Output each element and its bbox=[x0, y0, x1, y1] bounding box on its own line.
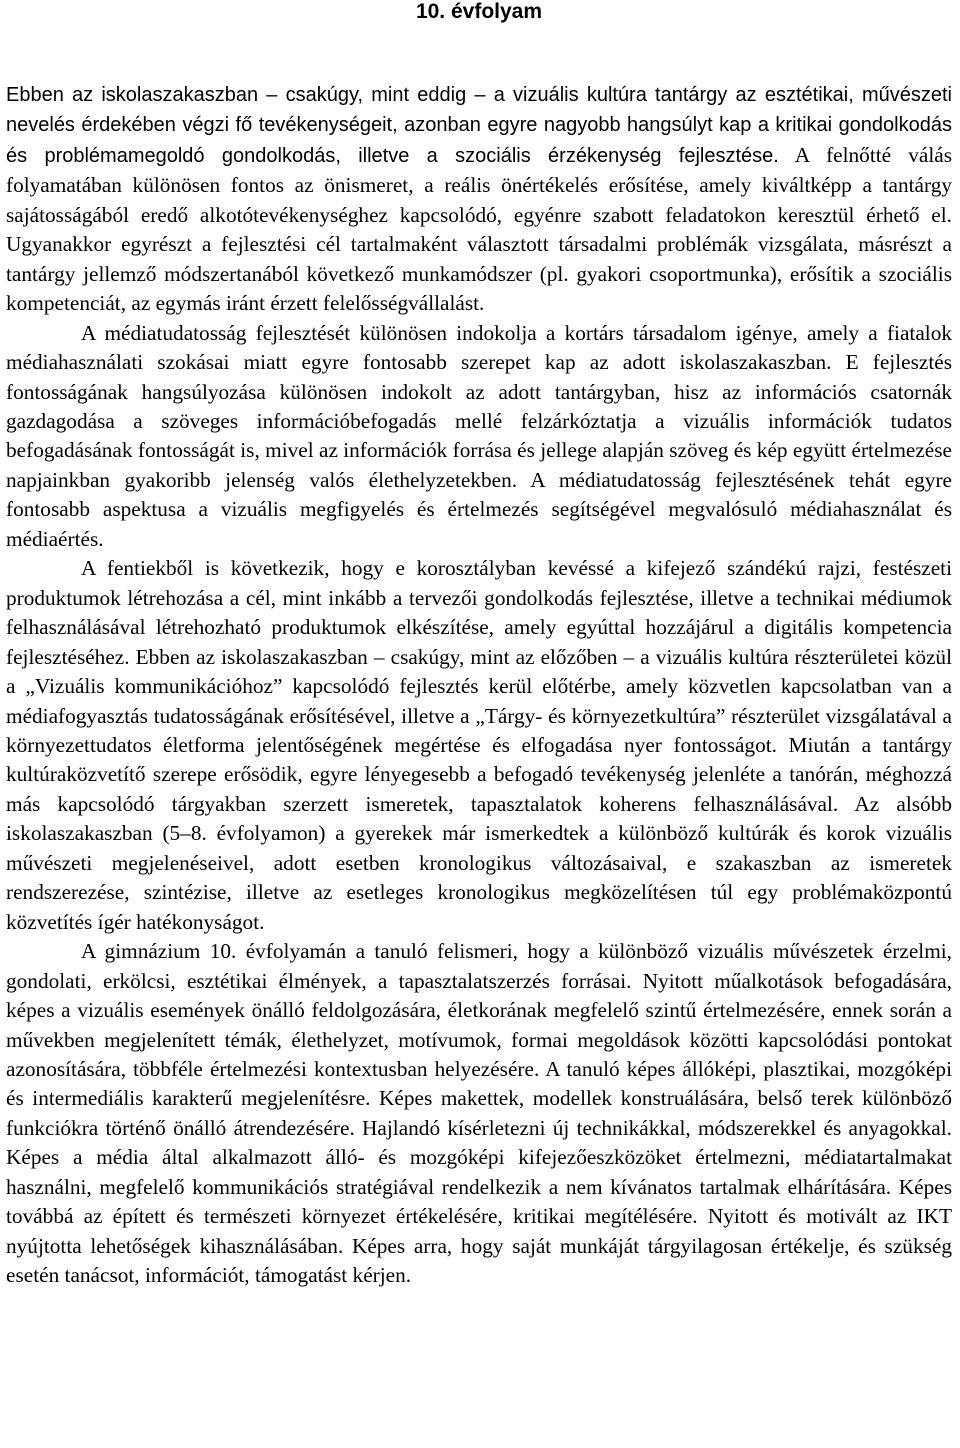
document-body bbox=[6, 80, 952, 1291]
paragraph-media-literacy: A médiatudatosság fejlesztését különösen indokolja a kortárs társadalom igénye, amely a fiatalok médiahasználati szokásai miatt egyre fontosabb szerepet kap az adott iskolaszakaszban. E fejlesztés fontosságának hangsúlyozása különösen indokolt az adott tantárgyban, hisz az információs csatornák gazdagodása a szöveges információbefogadás mellé felzárkóztatja a vizuális információk tudatos befogadásának fontosságát is, mivel az információk forrása és jellege alapján szöveg és kép együtt értelmezése napjainkban gyakoribb jelenség valós élethelyzetekben. A médiatudatosság fejlesztésének tehát egyre fontosabb aspektusa a vizuális megfigyelés és értelmezés segítségével megvalósuló médiahasználat és médiaértés. bbox=[6, 320, 952, 551]
page-title: 10. évfolyam bbox=[415, 0, 543, 23]
paragraph-learning-outcomes: A gimnázium 10. évfolyamán a tanuló felismeri, hogy a különböző vizuális művészetek érzelmi, gondolati, erkölcsi, esztétikai élmények, a tapasztalatszerzés forrásai. Nyitott műalkotások befogadására, képes a vizuális események önálló feldolgozására, életkorának megfelelő szintű értelmezésére, ennek során a művekben megjelenített témák, élethelyzet, motívumok, formai megoldások közötti kapcsolódási pontokat azonosítására, többféle értelmezési kontextusban helyezésére. A tanuló képes állóképi, plasztikai, mozgóképi és intermediális karakterű megjelenítésre. Képes makettek, modellek konstruálására, belső terek különböző funkciókra történő önálló átrendezésére. Hajlandó kísérletezni új technikákkal, módszerekkel és anyagokkal. Képes a média által alkalmazott álló- és mozgóképi kifejezőeszközöket értelmezni, médiatartalmakat használni, megfelelő kommunikációs stratégiával rendelkezik a nem kívánatos tartalmak elhárítására. Képes továbbá az épített és természeti környezet értékelésére, kritikai megítélésére. Nyitott és motivált az IKT nyújtotta lehetőségek kihasználásában. Képes arra, hogy saját munkáját tárgyilagosan értékelje, és szükség esetén tanácsot, információt, támogatást kérjen. bbox=[6, 939, 952, 1288]
intro-serif-text: A felnőtté válás folyamatában különösen fontos az önismeret, a reális önértékelés erősítése, amely kiváltképp a tantárgy sajátosságából eredő alkotótevékenységhez kapcsolódó, egyénre szabott feladatokon keresztül érhető el. Ugyanakkor egyrészt a fejlesztési cél tartalmaként választott társadalmi problémák vizsgálata, másrészt a tantárgy jellemző módszertanából következő munkamódszer (pl. gyakori csoportmunka), erősítik a szociális kompetenciát, az egymás iránt érzett felelősségvállalást. bbox=[6, 142, 952, 316]
paragraph-design-thinking: A fentiekből is következik, hogy e korosztályban kevéssé a kifejező szándékú rajzi, festészeti produktumok létrehozása a cél, mint inkább a tervezői gondolkodás fejlesztése, illetve a technikai médiumok felhasználásával létrehozható produktumok elkészítése, amely egyúttal hozzájárul a digitális kompetencia fejlesztéséhez. Ebben az iskolaszakaszban – csakúgy, mint az előzőben – a vizuális kultúra részterületei közül a „Vizuális kommunikációhoz” kapcsolódó fejlesztés kerül előtérbe, amely közvetlen kapcsolatban van a médiafogyasztás tudatosságának erősítésével, illetve a „Tárgy- és környezetkultúra” részterület vizsgálatával a környezettudatos életforma jelentőségének megértése és elfogadása nyer fontosságot. Miután a tantárgy kultúraközvetítő szerepe erősödik, egyre lényegesebb a befogadó tevékenység jelenléte a tanórán, méghozzá más kapcsolódó tárgyakban szerzett ismeretek, tapasztalatok koherens felhasználásával. Az alsóbb iskolaszakaszban (5–8. évfolyamon) a gyerekek már ismerkedtek a különböző kultúrák és korok vizuális művészeti megjelenéseivel, adott esetben kronologikus változásaival, e szakaszban az ismeretek rendszerezése, szintézise, illetve az esetleges kronologikus megközelítésen túl egy problémaközpontú közvetítés ígér hatékonyságot. bbox=[6, 556, 952, 934]
intro-sans-text: Ebben az iskolaszakaszban – csakúgy, mint eddig – a vizuális kultúra tantárgy az esztétikai, művészeti nevelés érdekében végzi fő tevékenységeit, azonban egyre nagyobb hangsúlyt kap a kritikai gondolkodás és problémamegoldó gondolkodás, illetve a szociális érzékenység fejlesztése. bbox=[6, 84, 952, 167]
paragraph-intro bbox=[6, 80, 952, 319]
